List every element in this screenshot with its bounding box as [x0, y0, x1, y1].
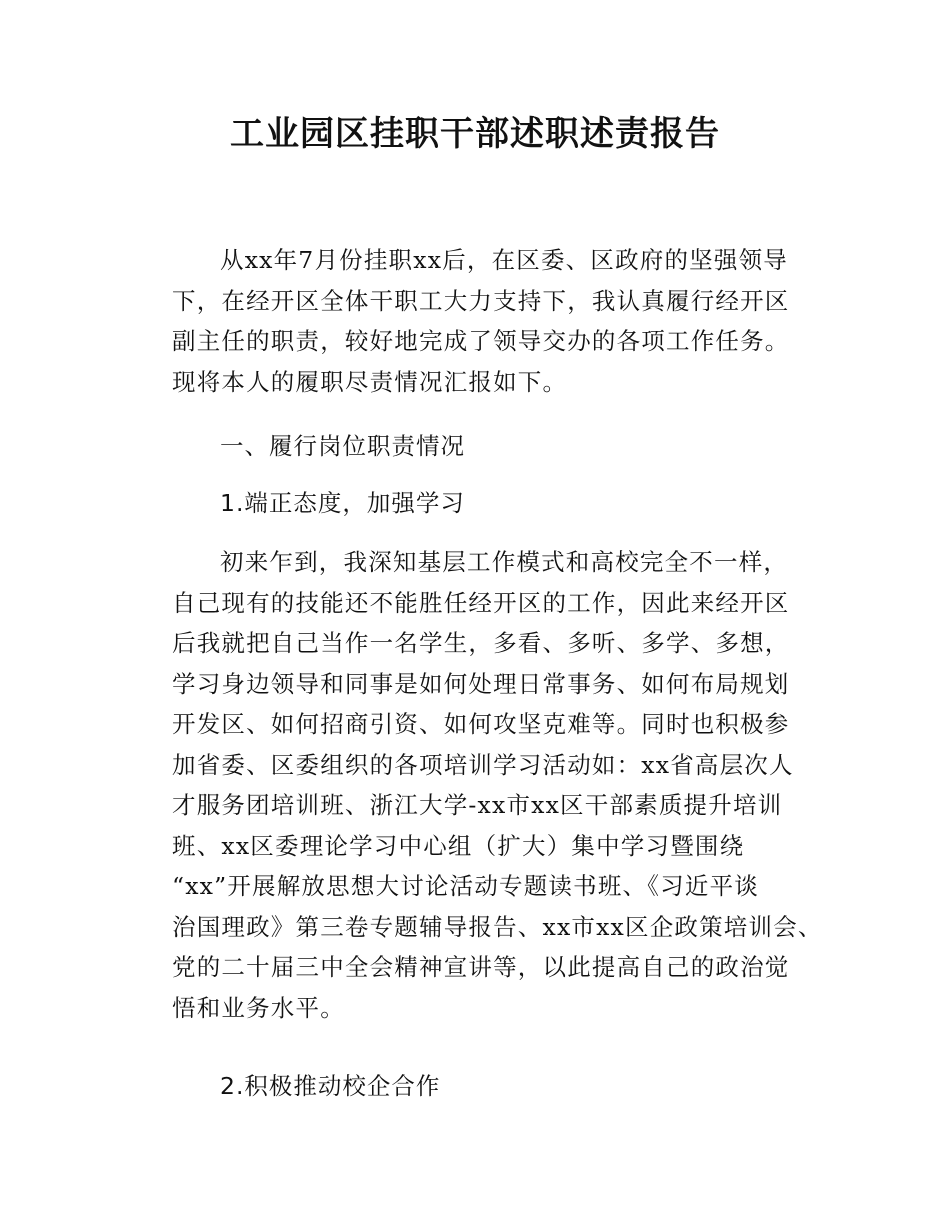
paragraph-line: 副主任的职责，较好地完成了领导交办的各项工作任务。 [172, 327, 790, 355]
paragraph-line: 初来乍到，我深知基层工作模式和高校完全不一样， [220, 548, 789, 576]
paragraph-line: 自己现有的技能还不能胜任经开区的工作，因此来经开区 [172, 588, 790, 617]
intro-paragraph [172, 240, 872, 402]
paragraph-line: 党的二十届三中全会精神宣讲等，以此提高自己的政治觉 [172, 953, 790, 981]
subsection-heading: 1.端正态度，加强学习 [220, 489, 465, 517]
section-heading: 一、履行岗位职责情况 [220, 432, 465, 460]
subsection-heading: 2.积极推动校企合作 [220, 1072, 441, 1100]
paragraph-line: 悟和业务水平。 [172, 993, 345, 1022]
paragraph-line: 现将本人的履职尽责情况汇报如下。 [172, 367, 568, 396]
paragraph-line: 后我就把自己当作一名学生，多看、多听、多学、多想， [172, 629, 790, 657]
paragraph-line: 学习身边领导和同事是如何处理日常事务、如何布局规划 [172, 669, 790, 698]
paragraph-line: 治国理政》第三卷专题辅导报告、xx市xx区企政策培训会、 [172, 912, 823, 941]
study-paragraph [172, 542, 872, 1028]
paragraph-line: 下，在经开区全体干职工大力支持下，我认真履行经开区 [172, 286, 790, 315]
paragraph-line: 开发区、如何招商引资、如何攻坚克难等。同时也积极参 [172, 710, 790, 738]
document-title: 工业园区挂职干部述职述责报告 [230, 114, 720, 154]
paragraph-line: 从xx年7月份挂职xx后，在区委、区政府的坚强领导 [220, 246, 788, 274]
paragraph-line: “xx”开展解放思想大讨论活动专题读书班、《习近平谈 [172, 872, 759, 900]
paragraph-line: 加省委、区委组织的各项培训学习活动如：xx省高层次人 [172, 750, 794, 779]
paragraph-line: 才服务团培训班、浙江大学-xx市xx区干部素质提升培训 [172, 791, 783, 819]
paragraph-line: 班、xx区委理论学习中心组（扩大）集中学习暨围绕 [172, 831, 745, 860]
